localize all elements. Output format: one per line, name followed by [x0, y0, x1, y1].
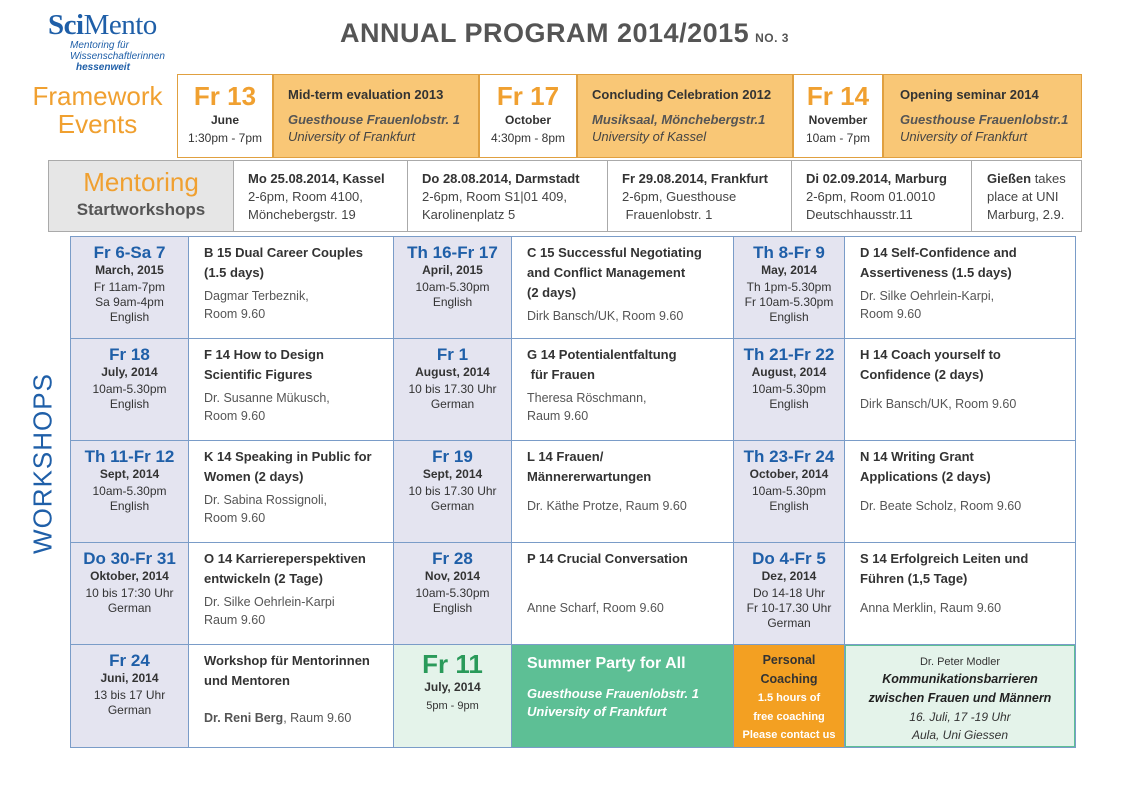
workshop-time: Th 1pm-5.30pm — [746, 280, 832, 294]
giessen-line-3: Marburg, 2.9. — [987, 207, 1065, 222]
coaching-title-2: Coaching — [760, 672, 818, 686]
workshop-date: Fr 1 — [436, 345, 469, 364]
startworkshop-line-2: Frauenlobstr. 1 — [622, 207, 713, 222]
workshop-info-cell — [189, 441, 394, 543]
workshop-title-2: and Conflict Management — [527, 265, 686, 280]
logo-line-2: Wissenschaftlerinnen — [70, 51, 165, 62]
event-place: Musiksaal, Mönchebergstr.1 — [592, 112, 766, 127]
workshop-room: Raum 9.60 — [527, 409, 589, 423]
workshop-language: German — [107, 703, 152, 717]
lecture-cell — [845, 645, 1075, 747]
workshop-info-cell — [189, 339, 394, 441]
workshop-title-2: und Mentoren — [204, 673, 290, 688]
workshop-month: August, 2014 — [415, 365, 490, 379]
workshop-time: 10am-5.30pm — [92, 382, 167, 396]
startworkshop-darmstadt — [407, 161, 607, 231]
startworkshop-heading: Fr 29.08.2014, Frankfurt — [622, 171, 768, 186]
event-place: Guesthouse Frauenlobstr.1 — [900, 112, 1069, 127]
startworkshop-line-1: 2-6pm, Room 01.0010 — [806, 189, 936, 204]
event-title: Mid-term evaluation 2013 — [288, 87, 444, 102]
workshop-language: English — [769, 310, 809, 324]
workshop-time: 10am-5.30pm — [415, 586, 490, 600]
event-title: Concluding Celebration 2012 — [592, 87, 772, 102]
workshop-time: 10am-5.30pm — [415, 280, 490, 294]
event-time: 1:30pm - 7pm — [187, 131, 263, 145]
framework-event-2 — [577, 74, 793, 158]
workshop-time-2: Sa 9am-4pm — [95, 295, 164, 309]
workshop-time-2: Fr 10am-5.30pm — [744, 295, 834, 309]
workshop-date-cell — [394, 441, 512, 543]
workshop-month: March, 2015 — [95, 263, 164, 277]
logo-line-1: Mentoring für — [70, 40, 129, 51]
framework-label-2: Events — [57, 109, 138, 139]
workshop-title-2: Women (2 days) — [204, 469, 304, 484]
workshop-month: Dez, 2014 — [761, 569, 817, 583]
workshop-title-1: F 14 How to Design — [204, 347, 324, 362]
workshop-info-cell — [189, 645, 394, 747]
startworkshop-line-2: Mönchebergstr. 19 — [248, 207, 356, 222]
workshop-time-2: German — [430, 499, 475, 513]
workshop-info-cell — [512, 543, 734, 645]
party-date: Fr 11 — [422, 649, 483, 679]
workshop-language: English — [109, 310, 150, 324]
workshop-info-cell — [845, 339, 1075, 441]
workshop-time: 10 bis 17.30 Uhr — [408, 382, 497, 396]
event-org: University of Frankfurt — [288, 129, 416, 144]
lecture-where: Aula, Uni Giessen — [911, 728, 1009, 742]
workshops-label-text: WORKSHOPS — [27, 373, 58, 554]
workshop-time: 10am-5.30pm — [751, 484, 827, 498]
mentoring-label-2: Startworkshops — [76, 200, 206, 219]
workshop-month: Oktober, 2014 — [90, 569, 169, 583]
workshop-date-cell — [394, 339, 512, 441]
workshop-date-cell — [394, 237, 512, 339]
workshop-info-cell — [845, 441, 1075, 543]
workshop-title-1: Workshop für Mentorinnen — [204, 653, 370, 668]
workshop-title-2: Confidence (2 days) — [860, 367, 984, 382]
event-day: Fr 17 — [496, 81, 560, 111]
workshop-date: Fr 19 — [432, 447, 473, 466]
workshop-presenter: Dr. Beate Scholz, Room 9.60 — [860, 499, 1022, 513]
workshop-title-2: Assertiveness (1.5 days) — [860, 265, 1012, 280]
event-place: Guesthouse Frauenlobstr. 1 — [288, 112, 460, 127]
workshop-date-cell — [734, 237, 845, 339]
startworkshop-line-2: Karolinenplatz 5 — [422, 207, 516, 222]
workshop-title-2: entwickeln (2 Tage) — [204, 571, 323, 586]
framework-date-2 — [479, 74, 577, 158]
workshop-title-1: G 14 Potentialentfaltung — [527, 347, 677, 362]
event-month: November — [808, 113, 868, 127]
workshop-room: Room 9.60 — [204, 307, 266, 321]
workshop-date-cell — [71, 645, 189, 747]
workshop-room: Room 9.60 — [204, 511, 266, 525]
workshop-info-cell — [512, 441, 734, 543]
workshop-info-cell — [512, 339, 734, 441]
workshop-time: 10 bis 17:30 Uhr — [85, 586, 174, 600]
startworkshop-line-1: 2-6pm, Guesthouse — [622, 189, 737, 204]
logo-brand-b: Mento — [83, 9, 157, 41]
workshop-presenter: Anne Scharf, Room 9.60 — [527, 601, 664, 615]
workshop-time-2: English — [109, 397, 150, 411]
event-month: October — [504, 113, 551, 127]
coaching-cell — [734, 645, 845, 747]
framework-event-1 — [273, 74, 479, 158]
event-month: June — [210, 113, 239, 127]
workshop-date: Th 11-Fr 12 — [84, 447, 175, 466]
event-title: Opening seminar 2014 — [900, 87, 1039, 102]
workshop-info-cell — [845, 237, 1075, 339]
workshop-title-2: (1.5 days) — [204, 265, 264, 280]
workshop-grid — [70, 236, 1076, 748]
title-main: ANNUAL PROGRAM 2014/2015 — [340, 18, 750, 48]
workshop-time: Fr 11am-7pm — [93, 280, 166, 294]
page-title — [340, 18, 789, 49]
workshop-time-2: English — [769, 397, 809, 411]
workshop-date-cell — [71, 543, 189, 645]
workshop-title-2: für Frauen — [527, 367, 595, 382]
workshop-date-cell — [71, 339, 189, 441]
workshop-date: Do 30-Fr 31 — [83, 549, 176, 568]
workshop-date: Fr 18 — [109, 345, 150, 364]
mentoring-label — [49, 161, 233, 231]
workshop-title-1: N 14 Writing Grant — [860, 449, 974, 464]
workshop-date: Th 23-Fr 24 — [743, 447, 835, 466]
framework-date-3 — [793, 74, 883, 158]
workshop-month: Nov, 2014 — [424, 569, 481, 583]
framework-event-3 — [883, 74, 1082, 158]
presenter-room: , Raum 9.60 — [283, 711, 352, 725]
workshops-label — [8, 370, 68, 560]
workshop-date: Fr 24 — [109, 651, 150, 670]
coaching-contact: Please contact us — [742, 729, 836, 741]
workshop-presenter — [204, 709, 351, 727]
workshop-title-2: Männererwartungen — [527, 469, 652, 484]
workshop-date: Th 21-Fr 22 — [743, 345, 835, 364]
coaching-title-1: Personal — [762, 653, 816, 667]
workshop-title-1: S 14 Erfolgreich Leiten und — [860, 551, 1029, 566]
giessen-heading: Gießen — [987, 171, 1032, 186]
coaching-line-1: 1.5 hours of — [757, 692, 821, 704]
workshop-title-1: D 14 Self-Confidence and — [860, 245, 1017, 260]
title-number: NO. 3 — [755, 31, 789, 45]
workshop-month: Sept, 2014 — [99, 467, 160, 481]
workshop-date-cell — [71, 441, 189, 543]
lecture-speaker: Dr. Peter Modler — [919, 656, 1001, 668]
startworkshop-marburg — [791, 161, 971, 231]
workshop-date-cell — [394, 543, 512, 645]
workshop-presenter: Dr. Silke Oehrlein-Karpi, — [860, 289, 995, 303]
startworkshop-line-1: 2-6pm, Room S1|01 409, — [422, 189, 568, 204]
workshop-info-cell — [845, 543, 1075, 645]
workshop-month: July, 2014 — [101, 365, 158, 379]
workshop-date-cell — [734, 339, 845, 441]
workshop-presenter: Anna Merklin, Raum 9.60 — [860, 601, 1002, 615]
party-month: July, 2014 — [424, 680, 481, 694]
workshop-info-cell — [512, 237, 734, 339]
workshop-title-2: Führen (1,5 Tage) — [860, 571, 968, 586]
workshop-title-1: K 14 Speaking in Public for — [204, 449, 372, 464]
workshop-time-2: English — [109, 499, 150, 513]
event-org: University of Frankfurt — [900, 129, 1028, 144]
presenter-name: Dr. Reni Berg — [204, 711, 284, 725]
workshop-room: Room 9.60 — [860, 307, 922, 321]
workshop-month: October, 2014 — [749, 467, 829, 481]
event-org: University of Kassel — [592, 129, 707, 144]
workshop-time: 10am-5.30pm — [92, 484, 167, 498]
workshop-presenter: Dirk Bansch/UK, Room 9.60 — [860, 397, 1017, 411]
workshop-presenter: Dr. Susanne Mükusch, — [204, 391, 330, 405]
workshop-time: 10am-5.30pm — [751, 382, 827, 396]
startworkshop-kassel — [233, 161, 407, 231]
workshop-presenter: Dr. Sabina Rossignoli, — [204, 493, 327, 507]
workshop-month: August, 2014 — [751, 365, 827, 379]
workshop-time-2: Fr 10-17.30 Uhr — [746, 601, 832, 615]
scimento-logo — [48, 10, 188, 76]
workshop-room: Raum 9.60 — [204, 613, 266, 627]
workshop-date-cell — [734, 441, 845, 543]
giessen-line-2: place at UNI — [987, 189, 1059, 204]
framework-label — [20, 82, 175, 138]
workshop-time: 10 bis 17.30 Uhr — [408, 484, 497, 498]
workshop-title-1: C 15 Successful Negotiating — [527, 245, 702, 260]
workshop-date: Th 16-Fr 17 — [407, 243, 498, 262]
workshop-title-1: L 14 Frauen/ — [527, 449, 604, 464]
party-title: Summer Party for All — [527, 655, 686, 672]
workshop-time: 13 bis 17 Uhr — [93, 688, 166, 702]
workshop-title-2: Scientific Figures — [204, 367, 313, 382]
workshop-presenter: Dagmar Terbeznik, — [204, 289, 309, 303]
workshop-date: Th 8-Fr 9 — [753, 243, 825, 262]
workshop-presenter: Theresa Röschmann, — [527, 391, 647, 405]
party-info-cell — [512, 645, 734, 747]
startworkshop-giessen — [971, 161, 1081, 231]
party-date-cell — [394, 645, 512, 747]
mentoring-label-1: Mentoring — [83, 167, 199, 197]
workshop-time-2: German — [107, 601, 152, 615]
event-day: Fr 14 — [806, 81, 870, 111]
workshop-time-2: German — [430, 397, 475, 411]
coaching-line-2: free coaching — [753, 711, 825, 723]
party-time: 5pm - 9pm — [426, 700, 479, 712]
workshop-title-1: P 14 Crucial Conversation — [527, 551, 688, 566]
workshop-title-1: H 14 Coach yourself to — [860, 347, 1001, 362]
lecture-when: 16. Juli, 17 -19 Uhr — [909, 710, 1011, 724]
workshop-date-cell — [71, 237, 189, 339]
workshop-time-2: English — [432, 295, 473, 309]
startworkshop-line-2: Deutschhausstr.11 — [806, 207, 913, 222]
workshop-date-cell — [734, 543, 845, 645]
startworkshop-heading: Di 02.09.2014, Marburg — [806, 171, 947, 186]
lecture-title-1: Kommunikationsbarrieren — [882, 672, 1038, 686]
mentoring-startworkshops — [48, 160, 1082, 232]
workshop-month: Juni, 2014 — [100, 671, 159, 685]
event-time: 10am - 7pm — [805, 131, 871, 145]
workshop-time: Do 14-18 Uhr — [752, 586, 826, 600]
workshop-date: Fr 6-Sa 7 — [93, 243, 166, 262]
workshop-presenter: Dr. Käthe Protze, Raum 9.60 — [527, 499, 687, 513]
workshop-room: Room 9.60 — [204, 409, 266, 423]
startworkshop-heading: Do 28.08.2014, Darmstadt — [422, 171, 580, 186]
event-time: 4:30pm - 8pm — [490, 131, 566, 145]
framework-date-1 — [177, 74, 273, 158]
workshop-title-2: Applications (2 days) — [860, 469, 991, 484]
workshop-title-3: (2 days) — [527, 285, 577, 300]
workshop-info-cell — [189, 237, 394, 339]
workshop-time-2: English — [432, 601, 473, 615]
workshop-presenter: Dirk Bansch/UK, Room 9.60 — [527, 309, 684, 323]
logo-brand-a: Sci — [48, 9, 84, 41]
lecture-title-2: zwischen Frauen und Männern — [868, 691, 1052, 705]
workshop-presenter: Dr. Silke Oehrlein-Karpi — [204, 595, 335, 609]
startworkshop-line-1: 2-6pm, Room 4100, — [248, 189, 363, 204]
workshop-time-2: English — [769, 499, 809, 513]
startworkshop-heading: Mo 25.08.2014, Kassel — [248, 171, 385, 186]
giessen-line-1: takes — [1031, 171, 1066, 186]
logo-line-3: hessenweit — [76, 62, 130, 73]
party-place: Guesthouse Frauenlobstr. 1 — [527, 686, 699, 701]
startworkshop-frankfurt — [607, 161, 791, 231]
event-day: Fr 13 — [193, 81, 257, 111]
workshop-title-1: O 14 Karriereperspektiven — [204, 551, 366, 566]
framework-label-1: Framework — [32, 81, 163, 111]
party-org: University of Frankfurt — [527, 704, 667, 719]
workshop-date: Do 4-Fr 5 — [752, 549, 826, 568]
workshop-title-1: B 15 Dual Career Couples — [204, 245, 363, 260]
workshop-info-cell — [189, 543, 394, 645]
workshop-date: Fr 28 — [432, 549, 473, 568]
workshop-month: April, 2015 — [422, 263, 483, 277]
workshop-month: May, 2014 — [761, 263, 817, 277]
workshop-month: Sept, 2014 — [422, 467, 483, 481]
workshop-language: German — [767, 616, 811, 630]
